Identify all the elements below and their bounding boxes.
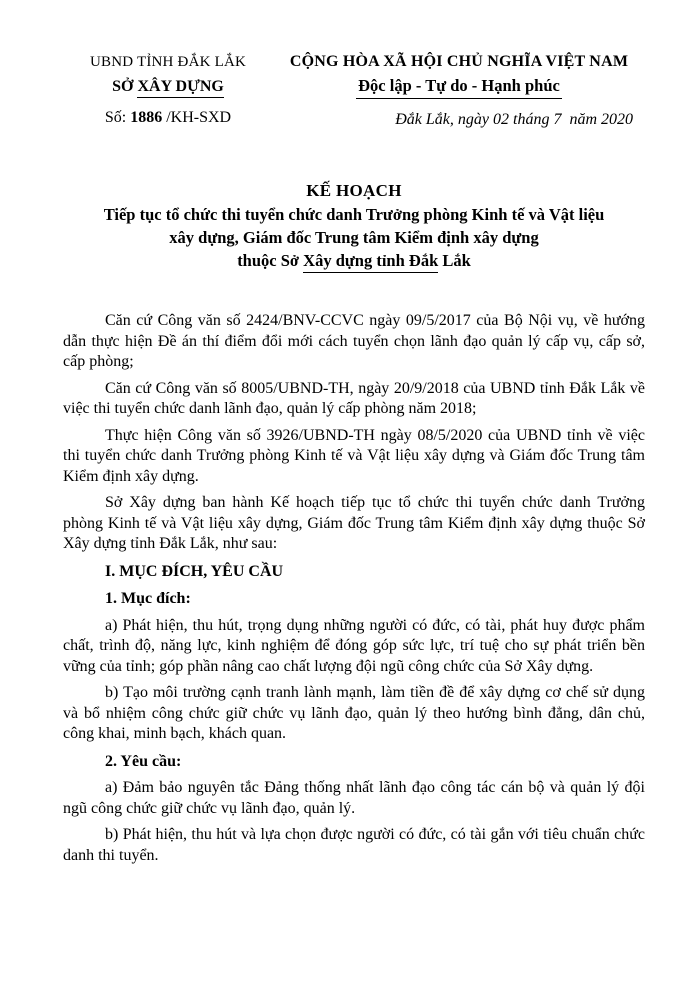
agency-name-prefix: SỞ <box>112 78 138 95</box>
paragraph: Căn cứ Công văn số 8005/UBND-TH, ngày 20/9/2018 của UBND tỉnh Đắk Lắk về việc thi tuyển chức danh lãnh đạo, quản lý cấp phòng năm 2018; <box>63 379 645 417</box>
document-body <box>63 311 645 866</box>
paragraph: b) Phát hiện, thu hút và lựa chọn được người có đức, có tài gắn với tiêu chuẩn chức danh thi tuyển. <box>63 826 645 864</box>
national-title: CỘNG HÒA XÃ HỘI CHỦ NGHĨA VIỆT NAM <box>289 53 629 70</box>
document-number-line <box>63 108 273 128</box>
document-number-label: Số: <box>104 109 131 126</box>
national-motto-line <box>273 72 645 99</box>
agency-name: XÂY DỰNG <box>137 78 223 98</box>
document-type-heading: KẾ HOẠCH <box>306 181 402 200</box>
place-and-date: Đắk Lắk, ngày 02 tháng 7 năm 2020 <box>395 111 633 128</box>
document-title-line-3 <box>63 249 645 272</box>
document-number-suffix: /KH-SXD <box>162 109 232 126</box>
document-title-block <box>63 179 645 272</box>
national-motto: Độc lập - Tự do - Hạnh phúc <box>356 76 562 99</box>
title-line-3-underlined: Xây dựng tỉnh Đắk <box>303 251 438 273</box>
paragraph: a) Phát hiện, thu hút, trọng dụng những người có đức, có tài, phát huy được phẩm chất, trình độ, năng lực, kinh nghiệm để đóng góp sức lực, trí tuệ cho sự phát triển bền vững của tỉnh; góp phần nâng cao chất lượng đội ngũ công chức của Sở Xây dựng. <box>63 616 645 675</box>
parent-agency-name: UBND TỈNH ĐẮK LẮK <box>89 54 247 70</box>
paragraph: Thực hiện Công văn số 3926/UBND-TH ngày 08/5/2020 của UBND tỉnh về việc thi tuyển chức danh Trưởng phòng Kinh tế và Vật liệu xây dựng và Giám đốc Trung tâm Kiểm định xây dựng. <box>63 426 645 485</box>
issuing-agency-block <box>63 52 273 128</box>
document-title-line-2: xây dựng, Giám đốc Trung tâm Kiểm định xây dựng <box>169 228 539 247</box>
document-header <box>63 52 645 130</box>
document-number-value: 1886 <box>130 109 163 126</box>
paragraph: a) Đảm bảo nguyên tắc Đảng thống nhất lãnh đạo công tác cán bộ và quản lý đội ngũ công chức giữ chức vụ lãnh đạo, quản lý. <box>63 779 645 817</box>
title-line-3-suffix: Lắk <box>438 251 471 270</box>
title-line-3-prefix: thuộc Sở <box>237 251 304 270</box>
section-heading: I. MỤC ĐÍCH, YÊU CẦU <box>105 562 284 580</box>
sub-heading: 1. Mục đích: <box>105 590 191 607</box>
national-header-block <box>273 52 645 130</box>
sub-heading: 2. Yêu cầu: <box>105 752 182 770</box>
paragraph: b) Tạo môi trường cạnh tranh lành mạnh, làm tiền đề để xây dựng cơ chế sử dụng và bổ nhiệm công chức giữ chức vụ lãnh đạo, quản lý theo hướng bình đẳng, dân chủ, công khai, minh bạch, khách quan. <box>63 684 645 742</box>
agency-name-line <box>63 77 273 97</box>
document-title-line-1: Tiếp tục tổ chức thi tuyển chức danh Trưởng phòng Kinh tế và Vật liệu <box>103 205 605 224</box>
paragraph: Sở Xây dựng ban hành Kế hoạch tiếp tục tổ chức thi tuyển chức danh Trưởng phòng Kinh tế và Vật liệu xây dựng, Giám đốc Trung tâm Kiểm định xây dựng thuộc Sở Xây dựng tỉnh Đắk Lắk, như sau: <box>63 494 645 552</box>
paragraph: Căn cứ Công văn số 2424/BNV-CCVC ngày 09/5/2017 của Bộ Nội vụ, về hướng dẫn thực hiện Đề án thí điểm đổi mới cách tuyển chọn lãnh đạo quản lý cấp vụ, cấp sở, cấp phòng; <box>63 312 645 370</box>
